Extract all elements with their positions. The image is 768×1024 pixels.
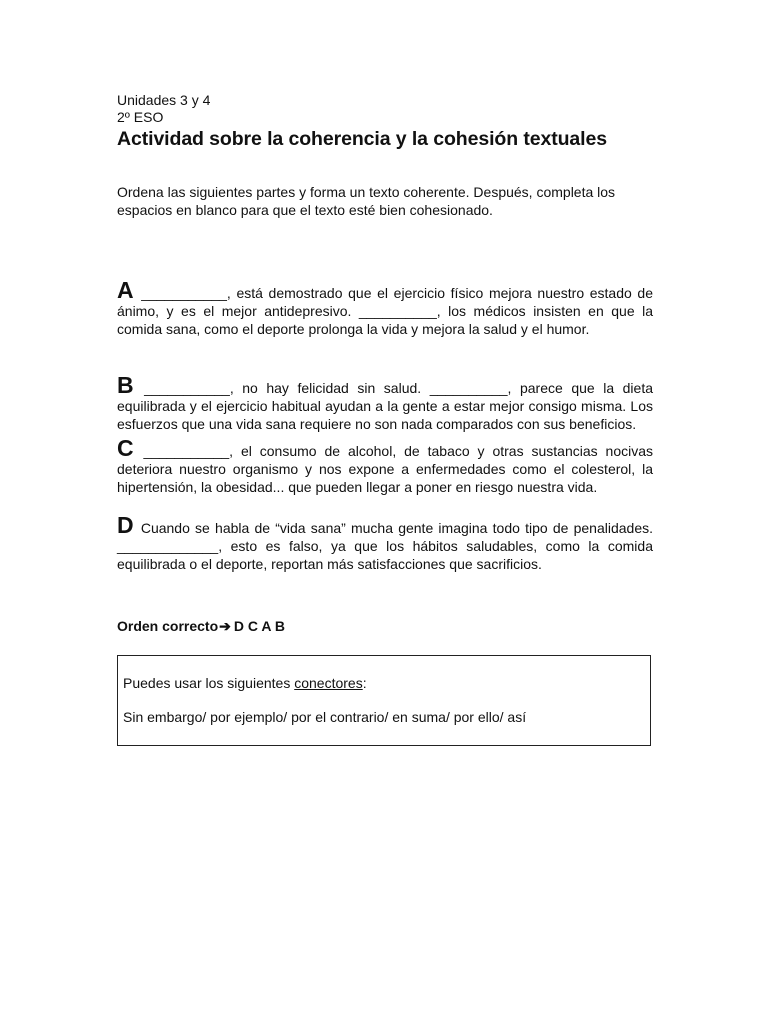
paragraph-letter: A: [117, 277, 134, 303]
instructions-text: Ordena las siguientes partes y forma un texto coherente. Después, completa los espacios en blanco para que el texto esté bien cohesionado.: [117, 184, 616, 218]
correct-order: [117, 617, 653, 635]
paragraph-c: [117, 435, 653, 496]
paragraph-text: Cuando se habla de “vida sana” mucha gente imagina todo tipo de penalidades. _____________, esto es falso, ya que los hábitos saludables, como la comida equilibrada o el deporte, reportan más satisfacciones que sacrificios.: [117, 520, 654, 572]
paragraph-a: [117, 277, 653, 338]
paragraph-text: ___________, el consumo de alcohol, de tabaco y otras sustancias nocivas deteriora nuestro organismo y nos expone a enfermedades como el colesterol, la hipertensión, la obesidad... que pueden llegar a poner en riesgo nuestra vida.: [117, 443, 653, 495]
order-sequence: D C A B: [233, 618, 285, 634]
worksheet-page: [117, 92, 653, 746]
paragraph-d: [117, 512, 654, 573]
course-label: 2º ESO: [117, 109, 164, 125]
paragraph-text: ___________, no hay felicidad sin salud. __________, parece que la dieta equilibrada y el ejercicio habitual ayudan a la gente a estar mejor consigo misma. Los esfuerzos que una vida sana requiere no son nada comparados con sus beneficios.: [117, 380, 654, 432]
page-title: Actividad sobre la coherencia y la cohesión textuales: [117, 128, 607, 150]
connectors-box: [117, 655, 651, 746]
paragraph-letter: D: [117, 512, 134, 538]
connectors-intro-colon: :: [362, 675, 367, 691]
arrow-right-icon: ➔: [219, 618, 231, 634]
connectors-word: conectores: [294, 675, 363, 691]
paragraph-letter: B: [117, 372, 134, 398]
units-label: Unidades 3 y 4: [117, 92, 211, 108]
order-label: Orden correcto: [117, 618, 219, 634]
connectors-list: Sin embargo/ por ejemplo/ por el contrario/ en suma/ por ello/ así: [123, 709, 527, 725]
connectors-intro: [123, 674, 645, 692]
paragraph-letter: C: [117, 435, 134, 461]
connectors-intro-text: Puedes usar los siguientes: [123, 675, 295, 691]
paragraph-b: [117, 372, 654, 433]
paragraph-text: ___________, está demostrado que el ejercicio físico mejora nuestro estado de ánimo, y es el mejor antidepresivo. __________, los médicos insisten en que la comida sana, como el deporte prolonga la vida y mejora la salud y el humor.: [117, 285, 653, 337]
